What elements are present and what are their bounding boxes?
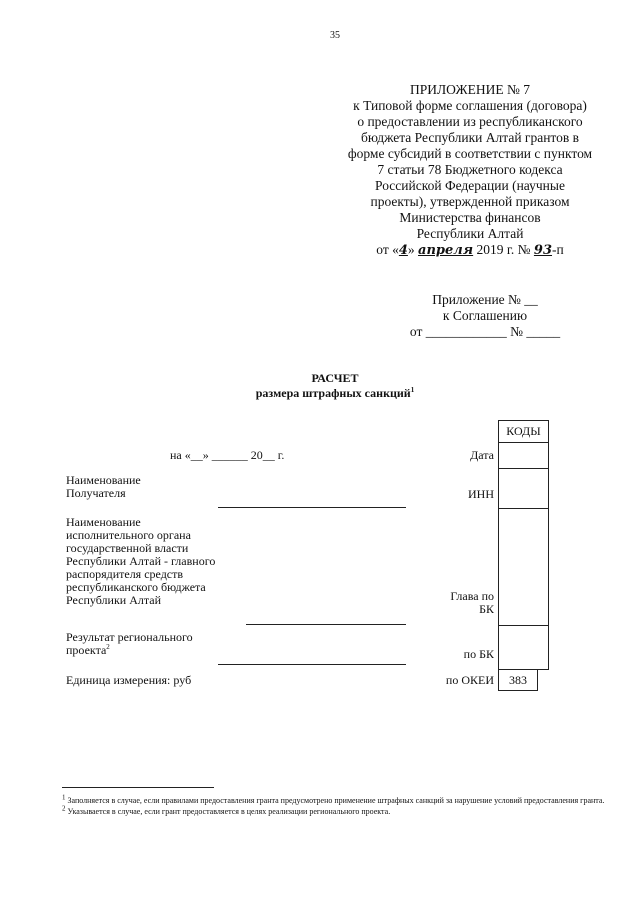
title-main: РАСЧЕТ [311,371,359,385]
order-number-handwritten: 93 [533,243,553,258]
order-mid: » [407,242,415,257]
order-month-handwritten: апреля [418,243,474,258]
po-bk-label: по БК [463,647,494,661]
appendix-line: бюджета Республики Алтай грантов в [360,130,580,145]
unit-label: Единица измерения: руб [66,673,192,687]
authority-field-line [246,624,406,625]
code-cell-divider [498,468,549,469]
codes-header: КОДЫ [498,420,549,442]
recipient-label: Наименование Получателя [66,473,141,500]
appendix-title: ПРИЛОЖЕНИЕ № 7 [409,82,531,97]
recipient-field-line [218,507,406,508]
glava-bk-label: Глава по БК [450,589,494,616]
report-date-line: на «__» ______ 20__ г. [170,448,285,462]
appendix-line: о предоставлении из республиканского [357,114,583,129]
document-title [0,371,640,401]
appendix-line: Республики Алтай [416,226,524,241]
footnote-ref: 2 [106,643,110,651]
regional-project-field-line [218,664,406,665]
agreement-line: от ____________ № _____ [409,324,561,339]
page-number: 35 [330,30,340,41]
agreement-line: к Соглашению [442,308,528,323]
codes-column [498,442,549,670]
okei-code-cell: 383 [498,669,538,691]
agreement-line: Приложение № __ [432,292,538,307]
order-year: 2019 г. № [476,242,531,257]
appendix-line: проекты), утвержденной приказом [370,194,570,209]
appendix-line: Министерства финансов [399,210,541,225]
code-cell-divider [498,625,549,626]
title-sub: размера штрафных санкций$^1$ [255,386,415,400]
order-day-handwritten: 4 [398,243,408,258]
appendix-header [300,82,640,259]
footnote-ref: 1 [410,386,415,394]
footnote-2: $^2$ Указывается в случае, если грант предоставляется в целях реализации регионального проекта. [62,804,391,816]
code-cell-divider [498,508,549,509]
regional-project-label: Результат регионального проекта$^2$ [66,630,193,657]
agreement-header [360,292,610,340]
order-date-line [300,242,640,259]
appendix-line: форме субсидий в соответствии с пунктом [347,146,593,161]
footnote-separator [62,787,214,788]
appendix-line: к Типовой форме соглашения (договора) [353,98,587,113]
authority-label: Наименование исполнительного органа государственной власти Республики Алтай - главного распорядителя средств республиканского бюджета Республики Алтай [66,515,216,607]
appendix-line: Российской Федерации (научные [375,178,565,193]
order-suffix: -п [552,242,564,257]
order-prefix: от « [376,242,399,257]
date-label: Дата [470,448,494,462]
footnote-1: $^1$ Заполняется в случае, если правилами предоставления гранта предусмотрено применение штрафных санкций за нарушение условий предоставления гранта. [62,793,605,805]
okei-label: по ОКЕИ [445,673,494,687]
appendix-line: 7 статьи 78 Бюджетного кодекса [377,162,563,177]
footnotes [62,795,622,817]
inn-label: ИНН [468,487,494,501]
